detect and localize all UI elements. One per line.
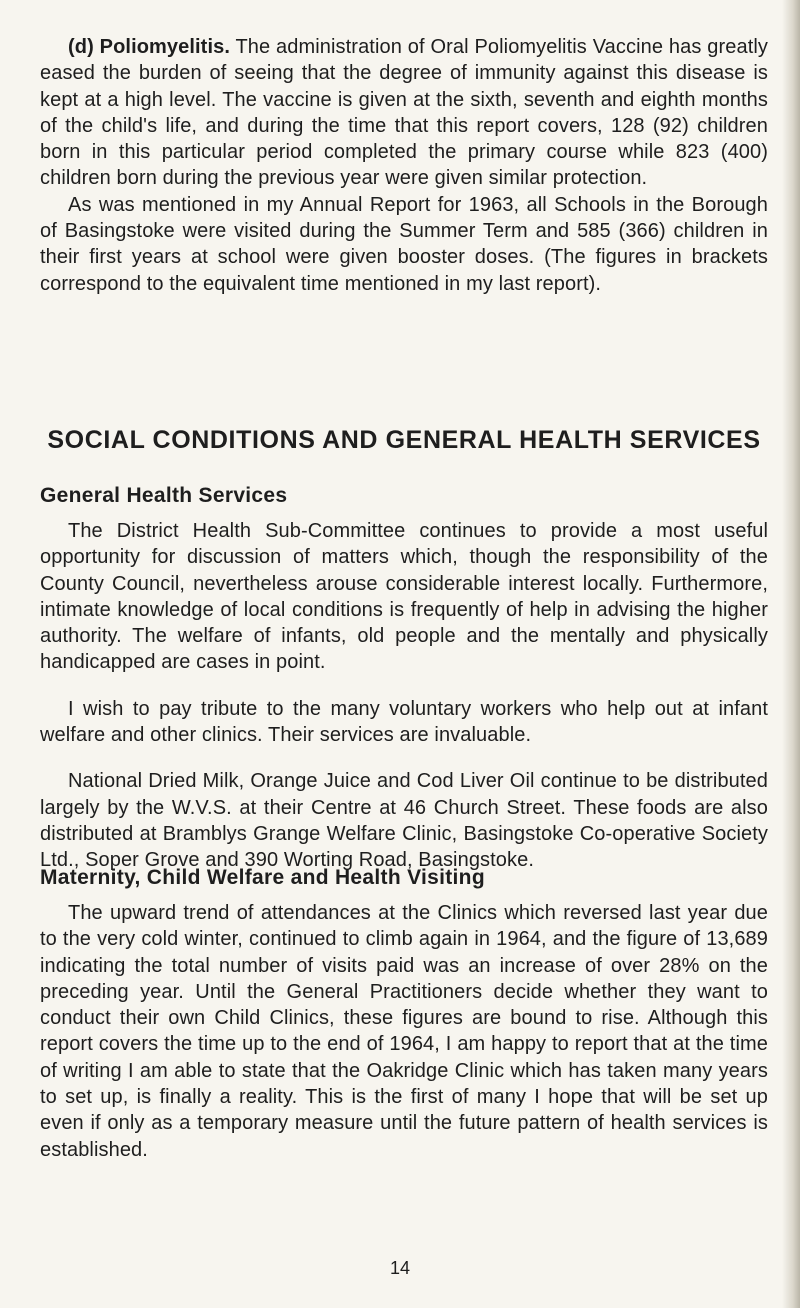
polio-paragraph-1-text: The administration of Oral Poliomyelitis Vaccine has greatly eased the burden of seeing that the degree of immunity against this disease is kept at a high level. The vaccine is given at the sixth, seventh and eighth months of the child's life, and during the time that this report covers, 128 (92) children born in this particular period completed the primary course while 823 (400) children born during the previous year were given similar protection. xyxy=(40,36,768,190)
page-number: 14 xyxy=(389,1258,411,1278)
general-health-heading: General Health Services xyxy=(40,484,288,507)
general-health-section xyxy=(40,518,768,874)
polio-section xyxy=(40,34,768,297)
polio-paragraph-2: As was mentioned in my Annual Report for 1963, all Schools in the Borough of Basingstoke were visited during the Summer Term and 585 (366) children in their first years at school were given booster doses. (The figures in brackets correspond to the equivalent time mentioned in my last report). xyxy=(40,193,768,295)
polio-heading: (d) Poliomyelitis. xyxy=(68,36,230,58)
maternity-section xyxy=(40,900,768,1163)
maternity-heading: Maternity, Child Welfare and Health Visiting xyxy=(40,866,485,889)
maternity-paragraph-1: The upward trend of attendances at the Clinics which reversed last year due to the very cold winter, continued to climb again in 1964, and the figure of 13,689 indicating the total number of visits paid was an increase of over 28% on the preceding year. Until the General Practitioners decide whether they want to conduct their own Child Clinics, these figures are bound to rise. Although this report covers the time up to the end of 1964, I am happy to report that at the time of writing I am able to state that the Oakridge Clinic which has taken many years to set up, is finally a reality. This is the first of many I hope that will be set up even if only as a temporary measure until the future pattern of health services is established. xyxy=(40,902,768,1161)
general-paragraph-1: The District Health Sub-Committee continues to provide a most useful opportunity for discussion of matters which, though the responsibility of the County Council, nevertheless arouse considerable interest locally. Furthermore, intimate knowledge of local conditions is frequently of help in advising the higher authority. The welfare of infants, old people and the mentally and physically handicapped are cases in point. xyxy=(40,520,768,674)
page-edge-shadow xyxy=(782,0,800,1308)
general-paragraph-3: National Dried Milk, Orange Juice and Cod Liver Oil continue to be distributed largely by the W.V.S. at their Centre at 46 Church Street. These foods are also distributed at Bramblys Grange Welfare Clinic, Basingstoke Co-operative Society Ltd., Soper Grove and 390 Worting Road, Basingstoke. xyxy=(40,770,768,872)
general-paragraph-2: I wish to pay tribute to the many voluntary workers who help out at infant welfare and other clinics. Their services are invaluable. xyxy=(40,697,768,747)
polio-paragraph-1 xyxy=(40,34,768,192)
section-title: SOCIAL CONDITIONS AND GENERAL HEALTH SERVICES xyxy=(47,426,761,454)
